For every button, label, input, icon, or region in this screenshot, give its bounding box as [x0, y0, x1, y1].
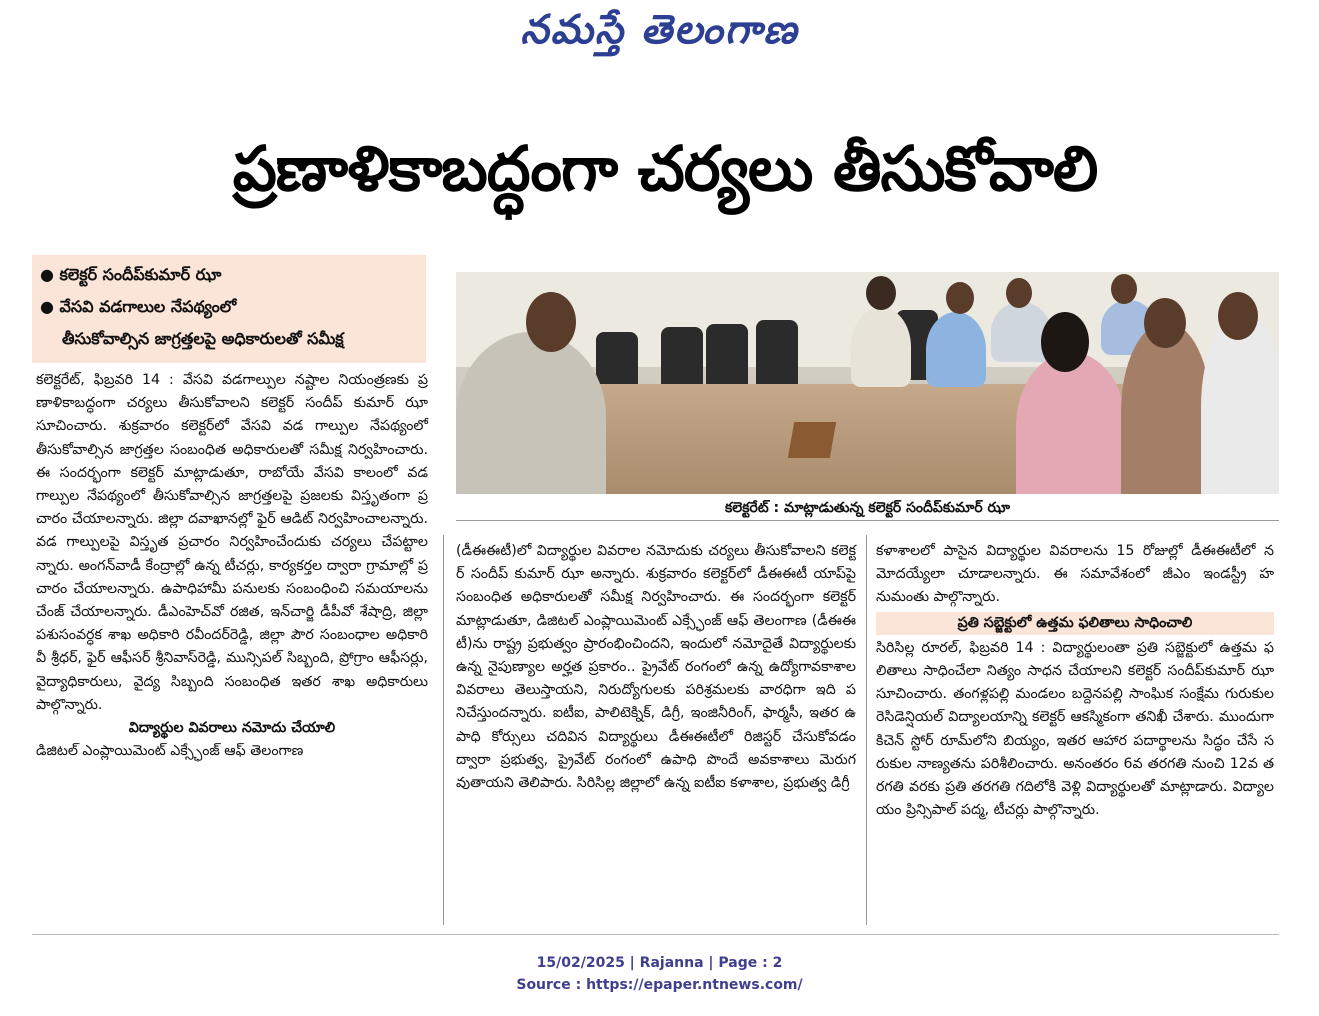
- footer-date-edition: 15/02/2025 | Rajanna | Page : 2: [536, 955, 783, 971]
- highlights-box: [32, 255, 426, 363]
- article-column-2: [456, 540, 856, 795]
- article-headline: ప్రణాళికాబద్ధంగా చర్యలు తీసుకోవాలి: [232, 132, 1098, 205]
- column-body: డిజిటల్ ఎంప్లాయిమెంట్ ఎక్స్ఛేంజ్ ఆఫ్ తెలంగాణ: [36, 743, 304, 760]
- highlight-text: వేసవి వడగాలుల నేపథ్యంలో: [59, 297, 237, 316]
- article-column-1: [36, 369, 428, 763]
- column-body: సిరిసిల్ల రూరల్, ఫిబ్రవరి 14 : విద్యార్థులంతా ప్రతి సబ్జెక్టులో ఉత్తమ ఫలితాలు సాధించేలా నిత్యం సాధన చేయాలని కలెక్టర్ సందీప్‌కుమార్ ఝా సూచించారు. తంగళ్లపల్లి మండలం బద్దెనపల్లి సాంఘిక సంక్షేమ గురుకుల రెసిడెన్షియల్ విద్యాలయాన్ని కలెక్టర్ ఆకస్మికంగా తనిఖీ చేశారు. ముందుగా కిచెన్ స్టోర్ రూమ్‌లోని బియ్యం, ఇతర ఆహార పదార్థాలను సిద్ధం చేసే సరుకుల నాణ్యతను పరిశీలించారు. అనంతరం 6వ తరగతి నుంచి 12వ తరగతి వరకు ప్రతి తరగతి గదిలోకి వెళ్లి విద్యార్థులతో మాట్లాడారు. విద్యాలయం ప్రిన్సిపాల్ పద్మ, టీచర్లు పాల్గొన్నారు.: [876, 639, 1274, 819]
- subheading: విద్యార్థుల వివరాలు నమోదు చేయాలి: [128, 720, 336, 737]
- newspaper-masthead: నమస్తే తెలంగాణ: [520, 6, 799, 53]
- highlight-item: ● వేసవి వడగాలుల నేపథ్యంలో: [40, 297, 237, 316]
- column-divider: [443, 535, 444, 925]
- column-body: కలెక్టరేట్, ఫిబ్రవరి 14 : వేసవి వడగాల్పుల నష్టాల నియంత్రణకు ప్రణాళికాబద్ధంగా చర్యలు తీసుకోవాలని కలెక్టర్ సందీప్ కుమార్ ఝా సూచించారు. శుక్రవారం కలెక్టర్‌లో వేసవి వడ గాల్పుల నేపథ్యంలో తీసుకోవాల్సిన జాగ్రత్తల సంబంధిత అధికారులతో సమీక్ష నిర్వహించారు. ఈ సందర్భంగా కలెక్టర్ మాట్లాడుతూ, రాబోయే వేసవి కాలంలో వడగాల్పుల నేపథ్యంలో తీసుకోవాల్సిన జాగ్రత్తలపై ప్రజలకు విస్తృతంగా ప్రచారం చేయాలన్నారు. జిల్లా దవాఖానల్లో ఫైర్ ఆడిట్ నిర్వహించాలన్నారు. వడ గాల్పులపై విస్తృత ప్రచారం నిర్వహించేందుకు చర్యలు చేపట్టాలన్నారు. అంగన్‌వాడీ కేంద్రాల్లో ఉన్న టీచర్లు, కార్యకర్తల ద్వారా గ్రామాల్లో ప్రచారం చేయాలన్నారు. ఉపాధిహామీ పనులకు సంబంధించి సమయాలను చేంజ్ చేయాలన్నారు. డీఎంహెచ్‌వో రజిత, ఇన్‌చార్జి డీపీవో శేషాద్రి, జిల్లా పశుసంవర్ధక శాఖ అధికారి రవీందర్‌రెడ్డి, జిల్లా పౌర సంబంధాల అధికారి వీ శ్రీధర్, ఫైర్ ఆఫీసర్ శ్రీనివాస్‌రెడ్డి, మున్సిపల్ సిబ్బంది, ప్రోగ్రాం ఆఫీసర్లు, వైద్యాధికారులు, వైద్య సిబ్బంది సంబంధిత ఇతర శాఖ అధికారులు పాల్గొన్నారు.: [36, 372, 428, 713]
- article-column-3: [876, 540, 1274, 822]
- column-divider: [866, 535, 867, 925]
- article-photo: [456, 272, 1279, 494]
- column-body: (డీఈఈటీ)లో విద్యార్థుల వివరాల నమోదుకు చర్యలు తీసుకోవాలని కలెక్టర్ సందీప్ కుమార్ ఝా అన్నారు. శుక్రవారం కలెక్టర్‌లో డీఈఈటీ యాప్‌పై సంబంధిత అధికారులతో సమీక్ష నిర్వహించారు. ఈ సందర్భంగా కలెక్టర్ మాట్లాడుతూ, డిజిటల్ ఎంప్లాయిమెంట్ ఎక్స్ఛేంజ్ ఆఫ్ తెలంగాణ (డీఈఈటీ)ను రాష్ట్ర ప్రభుత్వం ప్రారంభించిందని, ఇందులో నమోదైతే విద్యార్థులకు ఉన్న నైపుణ్యాల అర్హత ప్రకారం.. ప్రైవేట్ రంగంలో ఉన్న ఉద్యోగావకాశాల వివరాలు తెలుస్తాయని, నిరుద్యోగులకు పరిశ్రమలకు వారధిగా ఇది పనిచేస్తుందన్నారు. ఐటీఐ, పాలిటెక్నిక్, డిగ్రీ, ఇంజినీరింగ్, ఫార్మసీ, ఇతర ఉపాధి కోర్సులు చదివిన విద్యార్థులు డీఈఈటీలో రిజిస్టర్ చేసుకోవడం ద్వారా ప్రభుత్వ, ప్రైవేట్ రంగంలో ఉపాధి పొందే అవకాశాలు మెరుగవుతాయని తెలిపారు. సిరిసిల్ల జిల్లాలో ఉన్న ఐటీఐ కళాశాల, ప్రభుత్వ డిగ్రీ: [456, 543, 856, 792]
- subheading: ప్రతి సబ్జెక్టులో ఉత్తమ ఫలితాలు సాధించాలి: [876, 612, 1274, 635]
- column-body: కళాశాలలో పాసైన విద్యార్థుల వివరాలను 15 రోజుల్లో డీఈఈటీలో నమోదయ్యేలా చూడాలన్నారు. ఈ సమావేశంలో జీఎం ఇండస్ట్రీ హనుమంతు పాల్గొన్నారు.: [876, 543, 1274, 606]
- photo-caption: కలెక్టరేట్ : మాట్లాడుతున్న కలెక్టర్ సందీప్‌కుమార్ ఝా: [456, 496, 1279, 521]
- highlight-item: [40, 323, 420, 355]
- highlight-item: ● కలెక్టర్ సందీప్‌కుమార్ ఝా: [40, 265, 222, 284]
- highlight-text: కలెక్టర్ సందీప్‌కుమార్ ఝా: [59, 265, 222, 284]
- highlight-text: తీసుకోవాల్సిన జాగ్రత్తలపై అధికారులతో సమీక్ష: [62, 329, 344, 348]
- footer-source-link[interactable]: Source : https://epaper.ntnews.com/: [516, 977, 803, 993]
- footer-divider: [32, 934, 1279, 935]
